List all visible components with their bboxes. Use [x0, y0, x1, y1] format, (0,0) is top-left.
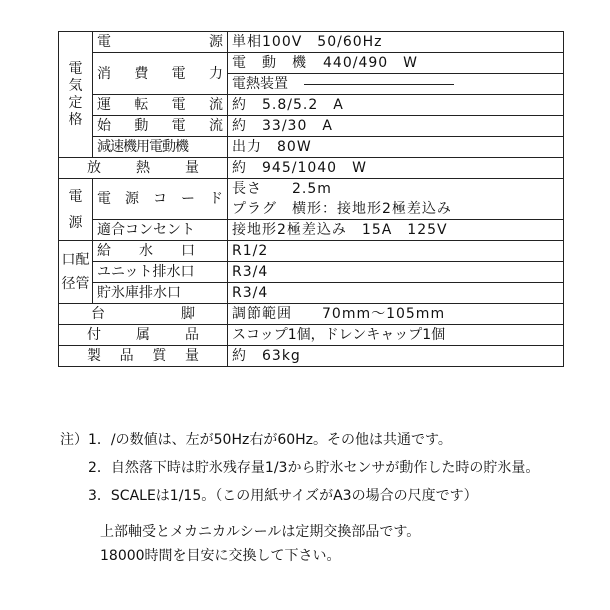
- cord-plug: プラグ 横形：接地形2極差込み: [232, 201, 452, 217]
- value-power-source: 単相100V 50/60Hz: [228, 32, 564, 53]
- note-2: 2．自然落下時は貯氷残存量1/3から貯氷センサが動作した時の貯氷量。: [88, 460, 540, 476]
- heater-label: 電熱装置: [232, 76, 288, 92]
- section-piping: 口配 径管: [59, 241, 93, 304]
- row-legs: [59, 304, 564, 325]
- row-accessories: [59, 325, 564, 346]
- note-1: 注）1．/の数値は、左が50Hz右が60Hz。その他は共通です。: [60, 432, 452, 448]
- value-heater: [228, 74, 564, 95]
- row-product-mass: [59, 346, 564, 367]
- row-power-source: [59, 32, 564, 53]
- label-power-consumption: 消 費 電 力: [93, 53, 228, 95]
- motor-value: 440/490 W: [323, 55, 419, 71]
- value-outlet: 接地形2極差込み 15A 125V: [228, 220, 564, 241]
- row-motor: [59, 53, 564, 74]
- label-outlet: 適合コンセント: [93, 220, 228, 241]
- row-water-supply: [59, 241, 564, 262]
- value-start-current: 約 33/30 A: [228, 116, 564, 137]
- value-product-mass: 約 63kg: [228, 346, 564, 367]
- value-accessories: スコップ1個，ドレンキャップ1個: [228, 325, 564, 346]
- value-legs: 調節範囲 70mm～105mm: [228, 304, 564, 325]
- row-outlet: [59, 220, 564, 241]
- label-power-source: 電 源: [93, 32, 228, 53]
- note-3: 3．SCALEは1/15。（この用紙サイズがA3の場合の尺度です）: [88, 488, 478, 504]
- row-reducer-motor: [59, 137, 564, 158]
- note-5: 18000時間を目安に交換して下さい。: [100, 548, 341, 564]
- label-unit-drain: ユニット排水口: [93, 262, 228, 283]
- label-legs: 台 脚: [59, 304, 228, 325]
- section-electrical-rating: 電 気 定 格: [59, 32, 93, 158]
- value-reducer-motor: 出力 80W: [228, 137, 564, 158]
- cord-length: 長さ 2.5m: [232, 181, 332, 197]
- label-start-current: 始 動 電 流: [93, 116, 228, 137]
- row-power-cord: [59, 179, 564, 220]
- value-water-supply: R1/2: [228, 241, 564, 262]
- value-run-current: 約 5.8/5.2 A: [228, 95, 564, 116]
- label-run-current: 運 転 電 流: [93, 95, 228, 116]
- value-heat-output: 約 945/1040 W: [228, 158, 564, 179]
- spec-table: [58, 31, 564, 367]
- row-start-current: [59, 116, 564, 137]
- label-storage-drain: 貯氷庫排水口: [93, 283, 228, 304]
- row-run-current: [59, 95, 564, 116]
- motor-label: 電 動 機: [232, 55, 307, 71]
- value-motor: [228, 53, 564, 74]
- note-4: 上部軸受とメカニカルシールは定期交換部品です。: [100, 524, 421, 540]
- label-water-supply: 給 水 口: [93, 241, 228, 262]
- heater-blank-line: [304, 84, 454, 85]
- label-accessories: 付 属 品: [59, 325, 228, 346]
- row-unit-drain: [59, 262, 564, 283]
- value-storage-drain: R3/4: [228, 283, 564, 304]
- value-unit-drain: R3/4: [228, 262, 564, 283]
- label-heat-output: 放 熱 量: [59, 158, 228, 179]
- label-product-mass: 製 品 質 量: [59, 346, 228, 367]
- label-reducer-motor: 減速機用電動機: [93, 137, 228, 158]
- value-power-cord: [228, 179, 564, 220]
- row-storage-drain: [59, 283, 564, 304]
- label-power-cord: 電 源 コ ー ド: [93, 179, 228, 220]
- row-heat-output: [59, 158, 564, 179]
- section-power: 電 源: [59, 179, 93, 241]
